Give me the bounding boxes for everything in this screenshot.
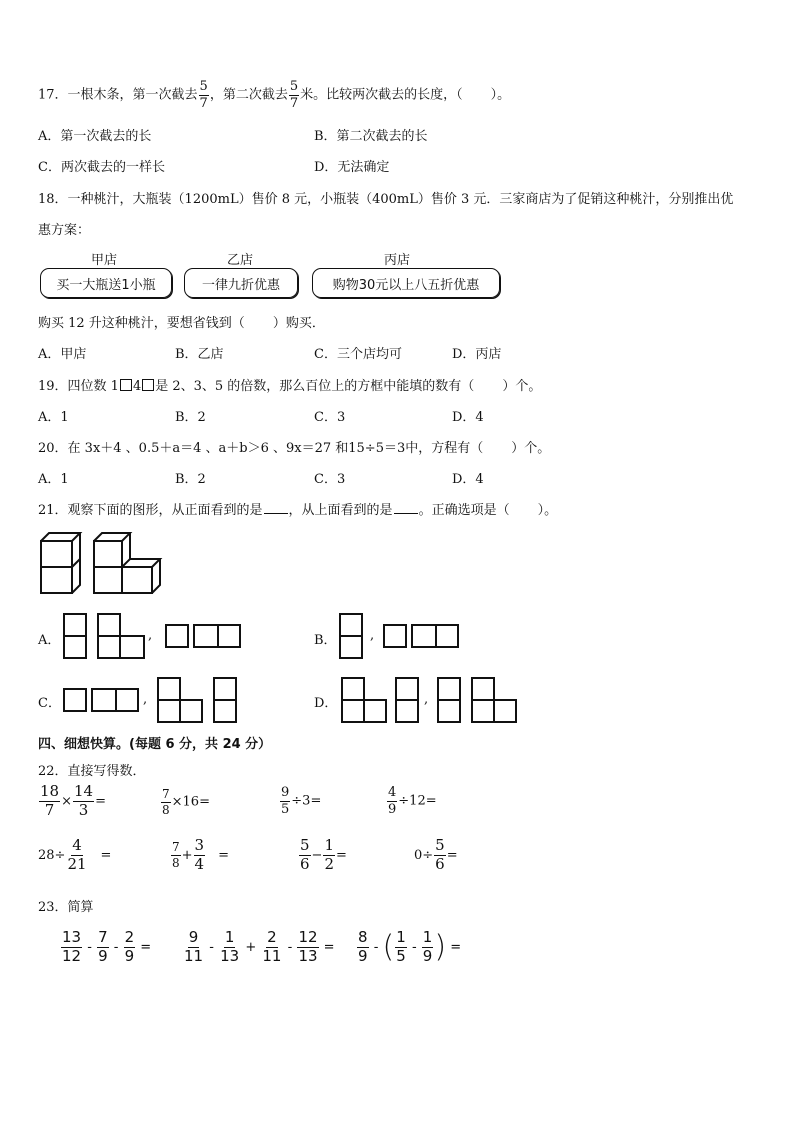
blank-box-ones [142,379,154,391]
fraction: $\frac{7}{8}$ [172,840,180,870]
q18-question [38,312,325,331]
q18-question-text-1: 购买 12 升这种桃汁，要想省钱到（ [38,316,245,331]
q17-option-b[interactable]: B．第二次截去的长 [314,129,428,144]
q22-item-2: $\frac{7}{8}$ ×16= [162,787,210,817]
q17-text-3: 米。比较两次截去的长度，（ [300,87,463,103]
q17-option-d[interactable]: D．无法确定 [314,160,390,175]
q18-question-text-2: ）购买． [272,316,325,331]
q19-option-a[interactable]: A．1 [38,410,69,425]
q18-stem-line2: 惠方案： [38,223,91,238]
q20-option-a[interactable]: A．1 [38,472,69,487]
q17-fraction-2 [289,80,299,110]
fraction: $\frac{1}{5}$ [396,928,406,965]
offer-box-jia [40,268,172,298]
fraction: $\frac{9}{11}$ [184,928,204,965]
q23-expression-3: $\frac{8}{9}$ - ( $\frac{1}{5}$ - $\frac{1}{9}$ ) = [358,928,462,965]
q21-option-c-label[interactable]: C． [38,696,61,711]
denominator: 7 [289,95,299,111]
q22-item-3: $\frac{9}{5}$ ÷3= [281,785,322,817]
q23-expression-2: $\frac{9}{11}$ - $\frac{1}{13}$ + $\frac{2}{11}$ - $\frac{12}{13}$ = [184,928,335,965]
fraction: $\frac{3}{4}$ [194,836,205,873]
q22-item-6: $\frac{7}{8}$ + $\frac{3}{4}$ = [172,836,229,873]
q19-text-2: 4 [132,379,142,394]
fraction: $\frac{5}{6}$ [435,836,445,873]
shop-name-jia: 甲店 [91,253,118,268]
numerator: 5 [199,79,208,94]
q21-option-d-label[interactable]: D． [314,696,338,711]
q20-option-b[interactable]: B．2 [175,472,206,487]
q18-option-d[interactable]: D．丙店 [452,347,502,362]
q21-option-a-label[interactable]: A． [38,633,61,648]
q22-title: 22．直接写得数． [38,764,146,779]
q20-text-1: 20．在 3x＋4 、0.5＋a＝4 、a＋b＞6 、9x＝27 和15÷5＝3中，方程有（ [38,441,484,456]
fraction: $\frac{4}{21}$ [67,836,87,873]
fraction: $\frac{2}{9}$ [124,928,135,965]
q22-item-5: 28÷ $\frac{4}{21}$ = [38,836,112,873]
q19-text-4: ）个。 [502,379,542,394]
q17-text-4: ）。 [490,87,511,103]
q18-stem-line1: 18．一种桃汁，大瓶装（1200mL）售价 8 元，小瓶装（400mL）售价 3 元．三家商店为了促销这种桃汁，分别推出优 [38,192,734,207]
offer-text: 一律九折优惠 [201,277,280,293]
comma: , [424,692,429,707]
q23-title: 23．简算 [38,900,94,915]
comma: , [143,692,148,707]
fraction: $\frac{2}{11}$ [262,928,282,965]
fraction: $\frac{5}{6}$ [300,836,310,873]
fraction: $\frac{1}{13}$ [220,928,240,965]
comma: , [370,628,375,643]
q19-text-1: 19．四位数 1 [38,379,119,394]
q21-text-1: 21．观察下面的图形，从正面看到的是 [38,503,263,518]
q21-option-b-label[interactable]: B． [314,633,337,648]
q19-text-3: 是 2、3、5 的倍数，那么百位上的方框中能填的数有（ [155,379,475,394]
fraction: $\frac{9}{5}$ [281,785,290,817]
q21-option-d-views[interactable] [338,676,523,726]
q19-option-b[interactable]: B．2 [175,410,206,425]
blank-box-hundreds [120,379,132,391]
shop-name-bing: 丙店 [384,253,411,268]
q19-option-d[interactable]: D．4 [452,410,484,425]
q20-option-c[interactable]: C．3 [314,472,346,487]
q21-text-3: 。正确选项是（ [418,503,510,518]
fraction: $\frac{1}{2}$ [324,836,334,873]
right-paren: ) [434,929,447,965]
q18-option-b[interactable]: B．乙店 [175,347,224,362]
cube-stack-figures [38,528,163,598]
q17-text-1: 17．一根木条，第一次截去 [38,87,198,103]
cube-figure-left [41,533,80,593]
fraction: $\frac{1}{9}$ [422,928,433,965]
comma: , [148,628,153,643]
q22-item-7: $\frac{5}{6}$ − $\frac{1}{2}$ = [300,836,347,873]
q21-text-4: ）。 [537,503,558,518]
q17-text-2: ，第二次截去 [209,87,288,103]
q21-text-2: ，从上面看到的是 [288,503,393,518]
fraction: $\frac{8}{9}$ [358,928,368,965]
fraction: $\frac{7}{9}$ [98,928,108,965]
q21-stem [38,499,557,518]
q21-option-b-views[interactable] [338,612,463,662]
q23-expression-1: $\frac{13}{12}$ - $\frac{7}{9}$ - $\frac{2}{9}$ = [62,928,152,965]
q22-item-1: $\frac{18}{7}$ × $\frac{14}{3}$ = [40,782,106,819]
q17-fraction-1 [199,80,209,110]
fraction: $\frac{12}{13}$ [298,928,318,965]
fraction: $\frac{18}{7}$ [40,782,60,819]
cube-figure-right [94,533,160,593]
q22-item-4: $\frac{4}{9}$ ÷12= [388,785,437,817]
offer-text: 买一大瓶送1小瓶 [56,277,156,293]
fraction: $\frac{14}{3}$ [74,782,94,819]
fraction: $\frac{13}{12}$ [62,928,82,965]
numerator: 5 [289,79,299,94]
offer-box-bing [312,268,500,298]
q17-option-c[interactable]: C．两次截去的一样长 [38,160,165,175]
q19-option-c[interactable]: C．3 [314,410,346,425]
shop-name-yi: 乙店 [227,253,254,268]
q18-option-a[interactable]: A．甲店 [38,347,87,362]
denominator: 7 [199,95,208,111]
q18-option-c[interactable]: C．三个店均可 [314,347,402,362]
fraction: $\frac{7}{8}$ [162,787,170,817]
q19-stem [38,375,541,394]
left-paren: ( [382,929,395,965]
q20-text-2: ）个。 [511,441,551,456]
offer-box-yi [184,268,298,298]
q17-stem [38,80,510,110]
fraction: $\frac{4}{9}$ [388,785,397,817]
q20-stem [38,437,550,456]
q22-item-8: 0÷ $\frac{5}{6}$ = [414,836,458,873]
section-heading: 四、细想快算。(每题 6 分，共 24 分） [38,737,272,752]
q21-option-c-views[interactable] [62,676,242,726]
q20-option-d[interactable]: D．4 [452,472,484,487]
offer-text: 购物30元以上八五折优惠 [332,277,480,293]
q17-option-a[interactable]: A．第一次截去的长 [38,129,152,144]
